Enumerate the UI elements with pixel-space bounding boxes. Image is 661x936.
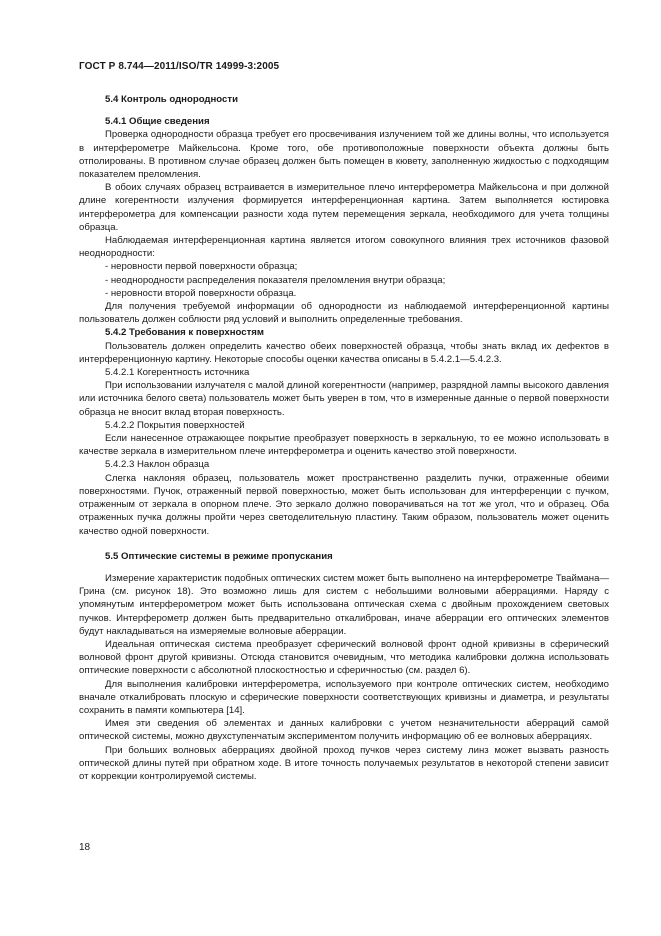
section-5-4-2-3-title: 5.4.2.3 Наклон образца: [105, 459, 210, 471]
list-item: - неровности первой поверхности образца;: [105, 261, 298, 273]
paragraph: Идеальная оптическая система преобразует сферический волновой фронт одной кривизны в сферический волновой фронт другой кривизны. Отсюда становится очевидным, что методика калибровки должна использовать оптические поверхности с абсолютной плоскостностью и сферичностью (см. раздел 6).: [79, 638, 609, 677]
paragraph: Слегка наклоняя образец, пользователь может пространственно разделить пучки, отраженные обеими поверхностями. Пучок, отраженный первой поверхностью, может быть использован для интерференции с пучком, отраженным от зеркала в опорном плече. Это зеркало должно поворачиваться на тот же угол, что и образец. Оба отраженных пучка должны пройти через светоделительную пластину. Таким образом, пользователь может оценить качество одной поверхности.: [79, 472, 609, 537]
paragraph: При использовании излучателя с малой длиной когерентности (например, разрядной лампы высокого давления или источника белого света) пользователь может быть уверен в том, что в измеренные данные о первой поверхности образца не вносит вклад вторая поверхность.: [79, 380, 609, 418]
page-content: [79, 93, 609, 783]
section-5-4-2-1-title: 5.4.2.1 Когерентность источника: [105, 367, 250, 379]
paragraph: Наблюдаемая интерференционная картина является итогом совокупного влияния трех источников фазовой неоднородности:: [79, 235, 609, 260]
list-item: - неоднородности распределения показателя преломления внутри образца;: [105, 274, 446, 286]
paragraph: Имея эти сведения об элементах и данных калибровки с учетом незначительности аберраций самой оптической системы, можно двухступенчатым экспериментом получить информацию об ее волновых аберрациях.: [79, 718, 609, 743]
paragraph: При больших волновых аберрациях двойной проход пучков через систему линз может вызвать разность оптической длины путей при обратном ходе. В итоге точность получаемых результатов в некоторой степени зависит от коррекции контролируемой системы.: [79, 744, 609, 782]
page-number: 18: [79, 842, 91, 853]
section-5-4-1-title: 5.4.1 Общие сведения: [105, 116, 210, 128]
paragraph: В обоих случаях образец встраивается в измерительное плечо интерферометра Майкельсона и при должной длине когерентности излучения формируется интерференционная картина. Затем выполняется юстировка интерферометра для компенсации разности хода путем перемещения зеркала, необходимого для учета толщины образца.: [79, 182, 609, 233]
section-gap: [79, 538, 609, 550]
section-5-5-title: 5.5 Оптические системы в режиме пропускания: [105, 550, 333, 562]
paragraph: Пользователь должен определить качество обеих поверхностей образца, чтобы знать вклад их дефектов в интерференционную картину. Некоторые способы оценки качества описаны в 5.4.2.1—5.4.2.3.: [79, 340, 609, 365]
paragraph: Измерение характеристик подобных оптических систем может быть выполнено на интерферометре Тваймана—Грина (см. рисунок 18). Это возможно лишь для систем с небольшими волновыми аберрациями. Наряду с упомянутым интерферометром может быть использована оптическая схема с двойным прохождением световых пучков. Интерферометр должен быть предварительно откалиброван, иначе аберрации его оптических элементов будут накладываться на измеряемые волновые аберрации.: [79, 572, 610, 637]
section-5-4-2-title: 5.4.2 Требования к поверхностям: [105, 327, 264, 339]
section-5-4-title: 5.4 Контроль однородности: [105, 94, 238, 105]
paragraph: Если нанесенное отражающее покрытие преобразует поверхность в зеркальную, то ее можно использовать в качестве зеркала в измерительном плече интерферометра и оценить качество этой поверхности.: [79, 433, 609, 458]
section-5-4-2-2-title: 5.4.2.2 Покрытия поверхностей: [105, 419, 245, 431]
paragraph: Проверка однородности образца требует его просвечивания излучением той же длины волны, что используется в интерферометре Майкельсона. Кроме того, обе противоположные поверхности объекта должны быть отполированы. В противном случае образец должен быть помещен в кювету, заполненную жидкостью с подходящим показателем преломления.: [79, 129, 609, 181]
paragraph: Для получения требуемой информации об однородности из наблюдаемой интерференционной картины пользователь должен соблюсти ряд условий и выполнить определенные требования.: [79, 301, 609, 326]
list-item: - неровности второй поверхности образца.: [105, 287, 297, 299]
paragraph: Для выполнения калибровки интерферометра, используемого при контроле оптических систем, необходимо вначале откалибровать плоскую и сферические поверхности соответствующих кривизны и диаметра, и результаты сохранить в памяти компьютера [14].: [79, 678, 609, 716]
document-header: ГОСТ Р 8.744—2011/ISO/TR 14999-3:2005: [79, 61, 280, 72]
